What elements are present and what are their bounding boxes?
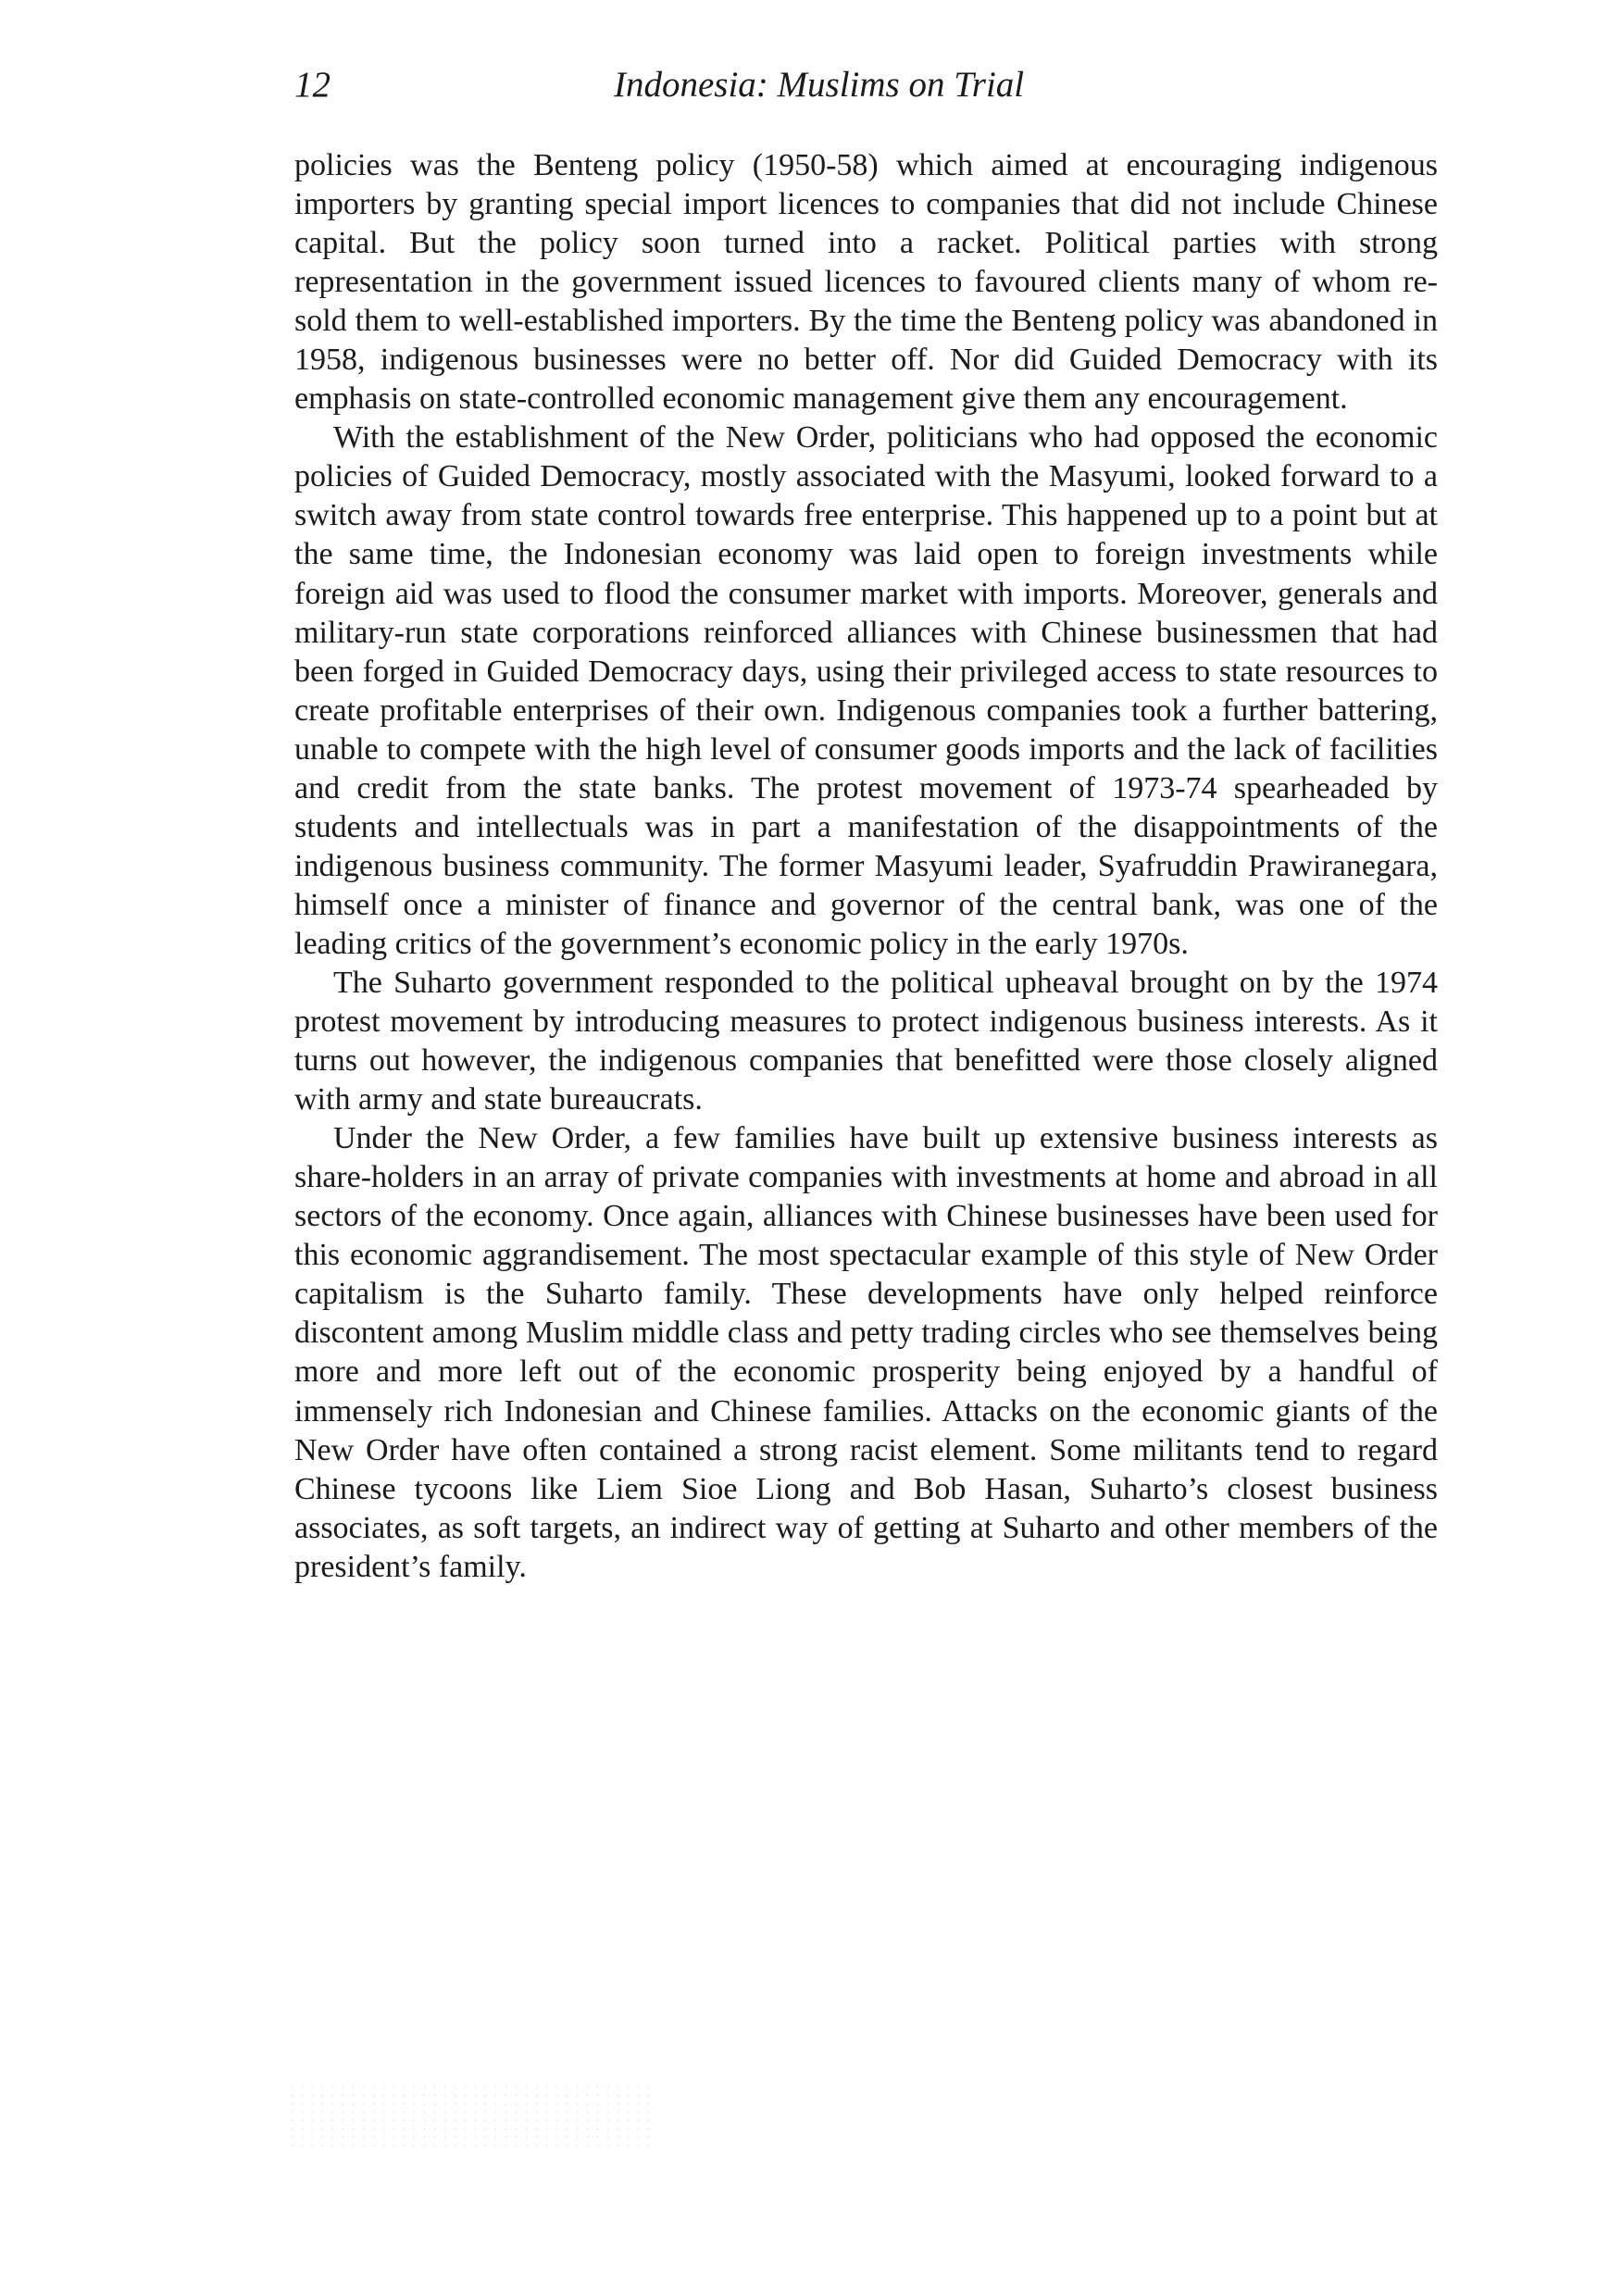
paragraph-3: The Suharto government responded to the political upheaval brought on by the 1974 protest movement by introducing measures to protect indigenous business interests. As it turns out however, the indigenous companies that benefitted were those closely aligned with army and state bureaucrats.	[294, 965, 1438, 1117]
paragraph-1: policies was the Benteng policy (1950-58) which aimed at encouraging indigenous importers by granting special import licences to companies that did not include Chinese capital. But the policy soon turned into a racket. Political parties with strong representation in the government issued licences to favoured clients many of whom re-sold them to well-established importers. By the time the Benteng policy was abandoned in 1958, indigenous businesses were no better off. Nor did Guided Democracy with its emphasis on state-controlled economic management give them any encouragement.	[294, 148, 1438, 417]
page-header	[294, 57, 1433, 113]
paragraph-4: Under the New Order, a few families have built up extensive business interests as share-holders in an array of private companies with investments at home and abroad in all sectors of the economy. Once again, alliances with Chinese businesses have been used for this economic aggrandisement. The most spectacular example of this style of New Order capitalism is the Suharto family. These developments have only helped reinforce discontent among Muslim middle class and petty trading circles who see themselves being more and more left out of the economic prosperity being enjoyed by a handful of immensely rich Indonesian and Chinese families. Attacks on the economic giants of the New Order have often contained a strong racist element. Some militants tend to regard Chinese tycoons like Liem Sioe Liong and Bob Hasan, Suharto’s closest business associates, as soft targets, an indirect way of getting at Suharto and other members of the president’s family.	[294, 1121, 1438, 1584]
running-title: Indonesia: Muslims on Trial	[614, 65, 1025, 105]
page-number: 12	[294, 65, 331, 105]
paragraph-2: With the establishment of the New Order, politicians who had opposed the economic policies of Guided Democracy, mostly associated with the Masyumi, looked forward to a switch away from state control towards free enterprise. This happened up to a point but at the same time, the Indonesian economy was laid open to foreign investments while foreign aid was used to flood the consumer market with imports. Moreover, generals and military-run state corporations reinforced alliances with Chinese businessmen that had been forged in Guided Democracy days, using their privileged access to state resources to create profitable enterprises of their own. Indigenous companies took a further battering, unable to compete with the high level of consumer goods imports and the lack of facilities and credit from the state banks. The protest movement of 1973-74 spearheaded by students and intellectuals was in part a manifestation of the disappointments of the indigenous business community. The former Masyumi leader, Syafruddin Prawiranegara, himself once a minister of finance and governor of the central bank, was one of the leading critics of the government’s economic policy in the early 1970s.	[294, 420, 1438, 961]
scan-noise	[287, 2083, 657, 2148]
body-text	[294, 146, 1438, 1587]
